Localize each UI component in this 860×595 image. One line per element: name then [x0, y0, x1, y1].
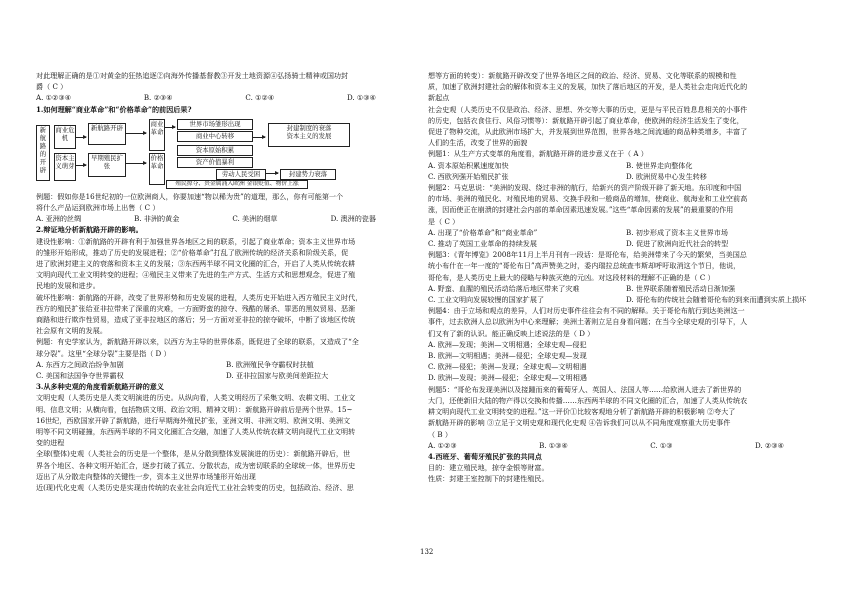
text-line: 目的：建立殖民地，掠夺金银等财富。 [428, 463, 549, 473]
text-line: 迈出了从分散走向整体的关键性一步，资本主义世界市场雏形开始出现 [36, 471, 256, 481]
options-row [428, 294, 824, 305]
cause-effect-diagram [36, 117, 416, 187]
option: A. ①②③ [428, 440, 457, 450]
options-row [36, 92, 416, 103]
text-line: 变的进程 [36, 438, 65, 448]
text-line: 大门，还使新旧大陆的物产得以交换和传播……东西两半球的不同文化圈的汇合，加速了人类从传统农 [428, 395, 748, 405]
text-line: 破坏性影响：新航路的开辟，改变了世界形势和历史发展的进程，人类历史开始进入西方殖民主义时代， [36, 292, 363, 302]
option: B. 欧洲—文明相遇；美洲—侵犯；全球史观—发现 [428, 351, 587, 361]
options-row [428, 227, 824, 238]
text-line: 全球(整体)史观（人类社会的历史是一个整体，是从分散到整体发展演进的历史）：新航路开辟后，世 [36, 449, 351, 459]
diagram-node: 资本主义萌芽 [54, 153, 76, 181]
option: D. 促进了欧洲向近代社会的转型 [626, 239, 729, 249]
text-line: 的历史，包括衣食住行、风俗习惯等）：新航路开辟引起了商业革命，使欧洲的经济生活发生了变化， [428, 115, 744, 125]
text-line: 例题：假如你是16世纪初的一位欧洲商人，你要加速“物以稀为贵”的道理，那么，你有可能第一个 [36, 191, 344, 201]
text-line: 事件，过去欧洲人总以欧洲为中心来理解；美洲土著则立足自身看问题；在当今全球史观的引导下，人 [428, 317, 748, 327]
option: C. 欧洲—侵犯；美洲—发现；全球史观—文明相遇 [428, 362, 587, 372]
section-heading: 4.西班牙、葡萄牙殖民扩张的共同点 [428, 451, 542, 461]
option: C. 美洲的烟草 [232, 214, 278, 224]
option: D. 澳洲的瓷器 [330, 214, 376, 224]
text-line: 例题4：由于立场和观点的差异，人们对历史事件往往会有不同的解释。关于哥伦布航行到达美洲这一 [428, 306, 745, 316]
diagram-node: 商业危机 [54, 125, 76, 149]
text-line: 想等方面的转变）：新航路开辟改变了世界各地区之间的政治、经济、贸易、文化等联系的规模和性 [428, 71, 737, 80]
options-row [428, 171, 824, 182]
option: D. ①③④ [346, 93, 376, 103]
text-line: 促进了物种交流，从此欧洲市场扩大，并发展到世界范围，世界各地之间流通的商品种类增多，丰富了 [428, 127, 748, 137]
option: B. 使世界走向整体化 [626, 160, 693, 170]
diagram-node: 价格革命 [149, 153, 165, 185]
text-line: 将什么产品运到欧洲市场上出售（ C ） [36, 203, 160, 213]
options-row [36, 370, 416, 381]
text-line: 文明向现代工业文明转变的进程；④殖民主义带来了先进的生产方式、生活方式和思想观念，促进了殖 [36, 270, 356, 280]
text-line: 建设性影响：①新航路的开辟有利于加强世界各地区之间的联系，引起了商业革命；资本主义世界市场 [36, 236, 356, 246]
options-row [36, 359, 416, 370]
page-number: 132 [420, 548, 434, 556]
option: A. 东西方之间政治纷争加剧 [36, 359, 124, 369]
option: C. 工业文明向发展较慢的国家扩展了 [428, 295, 545, 305]
text-line: 近(现)代化史观（人类历史是实现由传统的农业社会向近代工业社会转变的历史，包括政治、经济、思 [36, 483, 354, 493]
option: A. 出现了“价格革命”和“商业革命” [428, 227, 538, 237]
diagram-arrow [165, 127, 175, 128]
text-line: 们又有了新的认识。能正确反映上述说法的是（ D ） [428, 328, 595, 338]
section-heading: 3.从多种史观的角度看新航路开辟的意义 [36, 382, 164, 392]
text-line: 爵（ C ） [36, 82, 68, 92]
section-heading: 2.辩证地分析新航路开辟的影响。 [36, 225, 143, 235]
option: D. ②③④ [754, 440, 784, 450]
diagram-node: 商业革命 [149, 119, 165, 151]
option: D. 亚非拉国家与欧美间差距拉大 [226, 371, 329, 381]
text-line: 文明史观（人类历史是人类文明演进的历史。从纵向看，人类文明经历了采集文明、农耕文明、工业文 [36, 393, 356, 403]
text-line: 球分裂”。这里“全球分裂”主要是指（ D ） [36, 348, 171, 358]
text-line: 哥伦布，是人类历史上最大的侵略与种族灭绝的元凶。对这段材料的理解不正确的是（ C ） [428, 272, 715, 282]
diagram-arrow [266, 173, 278, 174]
option: D. 欧洲贸易中心发生转移 [626, 171, 707, 181]
diagram-arrow [76, 165, 86, 166]
option: A. 亚洲的丝绸 [36, 214, 82, 224]
diagram-node: 商业中心转移 [177, 131, 253, 142]
text-line: 例题1：从生产方式变革的角度看，新航路开辟的进步意义在于（ A ） [428, 149, 648, 159]
option: B. ②③④ [143, 93, 173, 103]
text-line: 例题5：“哥伦布发现美洲以及接踵而来的葡萄牙人、英国人、法国人等……给欧洲人进去了新世界的 [428, 384, 742, 394]
option: B. 非洲的黄金 [134, 214, 180, 224]
diagram-node: 新航路开辟 [88, 123, 126, 145]
left-column [36, 70, 416, 493]
options-row [428, 440, 824, 451]
option: B. 欧洲殖民争夺霸权时扶植 [226, 359, 314, 369]
text-line: 对此理解正确的是①对黄金的狂热追逐②向海外传播基督教③开发土地资源④弘扬骑士精神或国功封 [36, 71, 349, 80]
option: B. 初步形成了资本主义世界市场 [626, 227, 728, 237]
text-line: 社会原有文明的发展。 [36, 326, 107, 336]
text-line: 是（ C ） [428, 216, 460, 226]
option: C. 美国和法国争夺世界霸权 [36, 371, 124, 381]
option: C. ①②④ [245, 93, 275, 103]
option: C. 推动了英国工业革命的持续发展 [428, 239, 537, 249]
text-line: 西方的殖民扩张给亚非拉带来了深重的灾难，一方面野蛮的掠夺、残酷的屠杀、罪恶的黑奴贸易、恶渐 [36, 303, 356, 313]
diagram-title-box: 新航路的开辟 [36, 125, 50, 181]
options-row [428, 160, 824, 171]
diagram-node: 殖民掠夺、贵金属涌入欧洲 金银贬值、物价上涨 [166, 180, 308, 189]
text-line: 明、信息文明；从横向看，包括物质文明、政治文明、精神文明）：新航路开辟前后是两个世界。15~ [36, 404, 353, 414]
text-line: 例题3：《青年博览》2008年11月上半月刊有一段话：是哥伦布，给美洲带来了今天的繁荣，当美国总 [428, 250, 747, 260]
option: C. ①③ [650, 440, 673, 450]
diagram-arrow [126, 163, 146, 164]
text-line: 质，加速了欧洲封建社会的解体和资本主义的发展，加快了落后地区的开发，是人类社会走向近代化的 [428, 82, 748, 92]
diagram-node: 封建制度的衰落 资本主义的发展 [268, 123, 350, 147]
diagram-node: 资产价值暴利 [177, 157, 253, 168]
text-line: 新起点 [428, 93, 450, 103]
text-line: 统小布什在一年一度的“哥伦布日”高声赞美之时，委内瑞拉总统查韦斯却呼吁取消这个节日，他说， [428, 261, 741, 271]
right-column [428, 70, 824, 485]
options-row [36, 213, 416, 224]
option: A. 资本原始积累速度加快 [428, 160, 509, 170]
text-line: 人们的生活，改变了世界的面貌 [428, 138, 528, 148]
text-line: 进了欧洲封建主义的衰落和资本主义的发展；③东西两半球不同文化圈的汇合，开启了人类从传统农耕 [36, 259, 356, 269]
diagram-arrow [253, 137, 265, 138]
text-line: 明等不同文明碰撞，东西两半球的不同文化圈汇合交融，加速了人类从传统农耕文明向现代工业文明转 [36, 427, 356, 437]
text-line: 界各个地区、各种文明开始汇合，逐步打破了孤立、分散状态，成为密切联系的全球统一体，世界历史 [36, 460, 356, 470]
option: A. ①②③④ [36, 93, 72, 103]
text-line: 新航路开辟的影响 ③立足于文明史观和现代化史观 ④告诉我们可以从不同角度观察重大历史事件 [428, 418, 731, 428]
text-line: 的雏形开始形成，推动了历史的发展进程；②“价格革命”打乱了欧洲传统的经济关系和阶级关系，促 [36, 247, 349, 257]
option: A. 野蛮、血腥的殖民活动给落后地区带来了灾难 [428, 283, 580, 293]
diagram-node: 资本原始积累 [177, 145, 253, 156]
text-line: 商路和进行欺诈性贸易，造成了亚非拉地区的落后；另一方面对亚非拉的掠夺破坏，中断了该地区传统 [36, 315, 356, 325]
diagram-arrow [126, 133, 146, 134]
diagram-node: 封建势力衰落 [280, 169, 336, 180]
text-line: （ B ） [428, 429, 452, 439]
text-line: 的市场、美洲的殖民化、对殖民地的贸易、交换手段和一般商品的增加，使商业、航海业和工业空前高 [428, 194, 748, 204]
text-line: 16世纪，西欧国家开辟了新航路，进行早期海外殖民扩张，亚洲文明、非洲文明、欧洲文明、美洲文 [36, 415, 351, 425]
text-line: 涨，因而使正在崩溃的封建社会内部的革命因素迅速发展。”这些“革命因素的发展”的最重要的作用 [428, 205, 734, 215]
text-line: 例题2：马克思说：“美洲的发现、绕过非洲的航行，给新兴的资产阶级开辟了新天地。东印度和中国 [428, 183, 742, 193]
option: D. 哥伦布的传统社会随着哥伦布的到来而遭到实质上损坏 [626, 295, 807, 305]
option: A. 欧洲—发现；美洲—文明相遇；全球史观—侵犯 [428, 339, 587, 349]
diagram-arrow [76, 137, 86, 138]
options-row [428, 238, 824, 249]
text-line: 民地的发展和进步。 [36, 281, 100, 291]
option: C. 西欧列强开始殖民扩张 [428, 171, 509, 181]
option: D. 欧洲—发现；美洲—侵犯；全球史观—文明相遇 [428, 373, 587, 383]
text-line: 社会史观（人类历史不仅是政治、经济、思想、外交等大事的历史，更是与平民百姓息息相关的小事件 [428, 104, 748, 114]
diagram-node: 早期殖民扩张 [88, 153, 126, 177]
text-line: 耕文明向现代工业文明转变的进程。”这一评价①比较客观地分析了新航路开辟的积极影响 ②夸大了 [428, 407, 736, 417]
option: B. ①③④ [539, 440, 568, 450]
text-line: 性质：封建王室控制下的封建性殖民。 [428, 474, 549, 484]
diagram-node: 世界市场雏形出现 [177, 119, 253, 130]
diagram-node: 劳动人民受困 [216, 169, 266, 180]
text-line: 例题：有史学家认为，新航路开辟以来，以西方为主导的世界体系，既促进了全球的联系，又造成了“全 [36, 337, 359, 347]
section-heading: 1.如何理解“商业革命”和“价格革命”的前因后果? [36, 104, 192, 114]
option: B. 世界联系随着殖民活动日渐加强 [626, 283, 736, 293]
options-row [428, 283, 824, 294]
